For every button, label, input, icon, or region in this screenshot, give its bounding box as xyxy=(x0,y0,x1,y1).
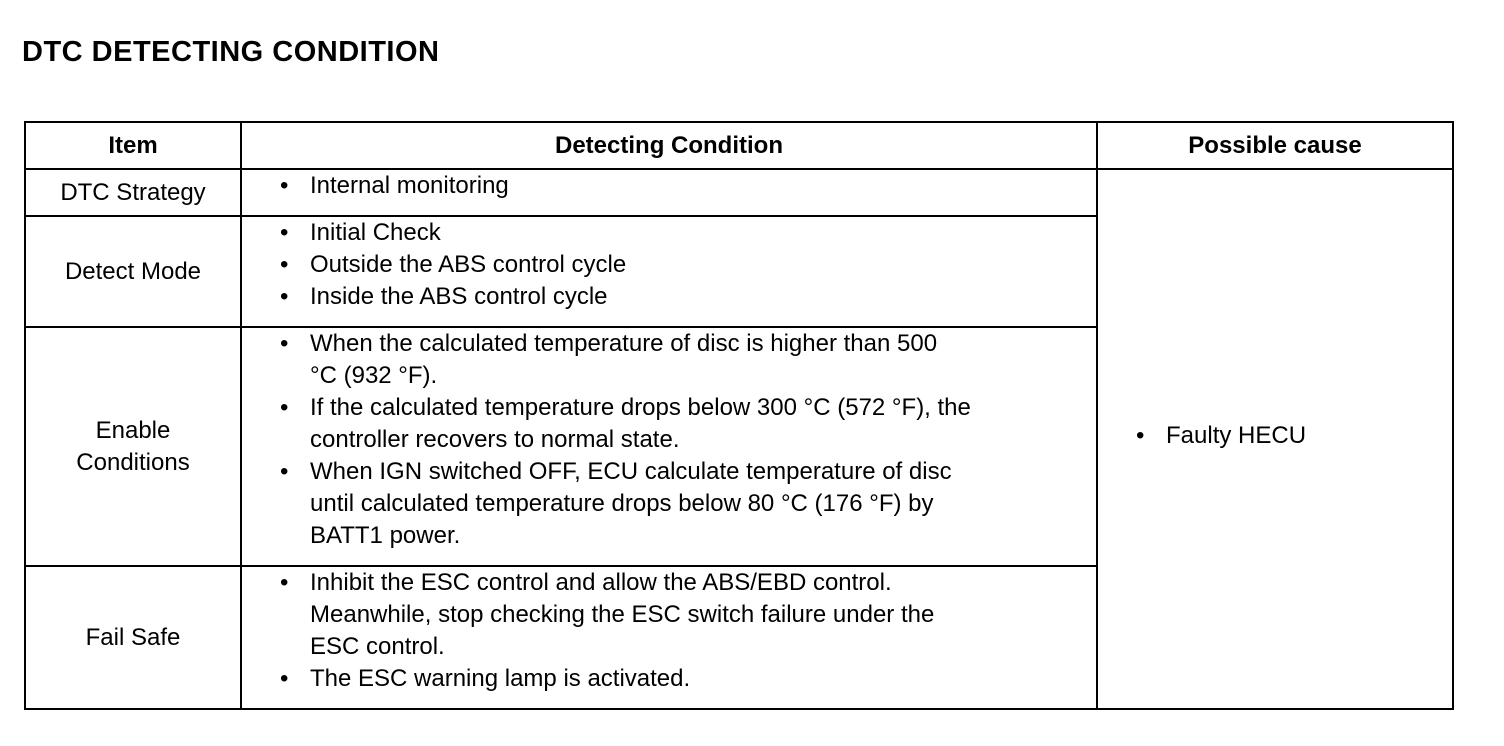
item-line: Conditions xyxy=(76,448,190,476)
item-cell: Fail Safe xyxy=(25,566,241,709)
condition-cell xyxy=(241,327,1097,566)
condition-item: • When IGN switched OFF, ECU calculate temperature of disc until calculated temperature drops below 80 °C (176 °F) by BATT1 power. xyxy=(280,456,970,552)
condition-item: • Inhibit the ESC control and allow the ABS/EBD control. Meanwhile, stop checking the ESC switch failure under the ESC control. xyxy=(280,567,945,663)
table-header-row xyxy=(25,122,1453,169)
item-cell: DTC Strategy xyxy=(25,169,241,216)
header-item: Item xyxy=(25,122,241,169)
dtc-table xyxy=(24,121,1454,710)
condition-list xyxy=(242,170,1096,202)
condition-item: • If the calculated temperature drops below 300 °C (572 °F), the controller recovers to normal state. xyxy=(280,392,1030,456)
item-cell: Detect Mode xyxy=(25,216,241,327)
condition-cell xyxy=(241,169,1097,216)
item-line: Enable xyxy=(95,416,171,444)
cause-item: • Faulty HECU xyxy=(1136,420,1452,452)
cause-list xyxy=(1098,420,1452,452)
condition-item: • Inside the ABS control cycle xyxy=(280,281,1096,313)
condition-item: • Initial Check xyxy=(280,217,1096,249)
condition-item: • Outside the ABS control cycle xyxy=(280,249,1096,281)
condition-list xyxy=(242,567,1096,695)
item-cell xyxy=(25,327,241,566)
condition-list xyxy=(242,328,1096,552)
possible-cause-cell xyxy=(1097,169,1453,709)
condition-list xyxy=(242,217,1096,313)
condition-cell xyxy=(241,216,1097,327)
condition-item: • When the calculated temperature of disc is higher than 500 °C (932 °F). xyxy=(280,328,960,392)
page-title: DTC DETECTING CONDITION xyxy=(22,36,440,68)
table-row xyxy=(25,169,1453,216)
condition-item: • The ESC warning lamp is activated. xyxy=(280,663,1096,695)
condition-item: • Internal monitoring xyxy=(280,170,1070,202)
condition-cell xyxy=(241,566,1097,709)
header-detecting-condition: Detecting Condition xyxy=(241,122,1097,169)
header-possible-cause: Possible cause xyxy=(1097,122,1453,169)
